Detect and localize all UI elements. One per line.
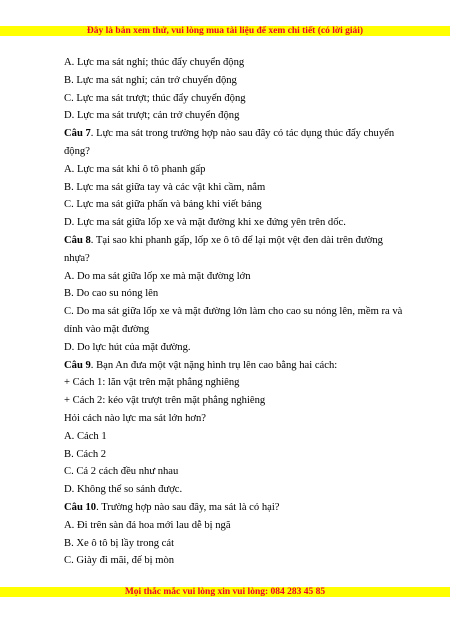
q8-text: . Tại sao khi phanh gấp, lốp xe ô tô để lại một vệt đen dài trên đường nhựa? — [64, 234, 383, 264]
q8-question — [64, 232, 404, 268]
q9-option-c: C. Cả 2 cách đều như nhau — [64, 466, 179, 478]
footer-notice-banner — [0, 587, 450, 597]
q7-question — [64, 125, 404, 161]
header-notice-banner — [0, 26, 450, 36]
q7-option-d: D. Lực ma sát giữa lốp xe và mặt đường khi xe đứng yên trên dốc. — [64, 217, 346, 229]
q7-option-a: A. Lực ma sát khi ô tô phanh gấp — [64, 163, 206, 175]
q9-option-d: D. Không thể so sánh được. — [64, 484, 183, 496]
q9-label: Câu 9 — [64, 359, 91, 371]
q7-text: . Lực ma sát trong trường hợp nào sau đây có tác dụng thúc đẩy chuyển động? — [64, 128, 395, 157]
q6-option-b: B. Lực ma sát nghỉ; cản trở chuyển động — [64, 74, 237, 86]
q8-option-c: C. Do ma sát giữa lốp xe và mặt đường lớn làm cho cao su nóng lên, mềm ra và dính vào mặt đường — [64, 306, 403, 335]
q8-option-b: B. Do cao su nóng lên — [64, 288, 159, 300]
q10-option-c: C. Giày đi mãi, đế bị mòn — [64, 555, 175, 567]
q10-question — [64, 499, 404, 517]
q10-option-a: A. Đi trên sàn đá hoa mới lau dễ bị ngã — [64, 519, 231, 531]
footer-notice-text: Mọi thắc mắc vui lòng xin vui lòng: 084 283 45 85 — [124, 587, 326, 597]
q7-option-c: C. Lực ma sát giữa phấn và bảng khi viết bảng — [64, 199, 262, 211]
q6-option-a: A. Lực ma sát nghỉ; thúc đẩy chuyển động — [64, 57, 245, 68]
q9-question — [64, 357, 404, 375]
document-body — [64, 54, 404, 570]
header-notice-text: Đây là bản xem thử, vui lòng mua tài liệu để xem chi tiết (có lời giải) — [86, 26, 364, 36]
q9-option-a: A. Cách 1 — [64, 430, 107, 442]
q9-option-b: B. Cách 2 — [64, 448, 107, 460]
q10-label: Câu 10 — [64, 501, 97, 513]
q10-option-b: B. Xe ô tô bị lầy trong cát — [64, 537, 175, 549]
q9-text: . Bạn An đưa một vật nặng hình trụ lên cao bằng hai cách: — [90, 359, 338, 371]
q7-label: Câu 7 — [64, 128, 91, 140]
q10-text: . Trường hợp nào sau đây, ma sát là có hại? — [96, 501, 280, 513]
q9-prompt: Hỏi cách nào lực ma sát lớn hơn? — [64, 412, 206, 424]
q7-option-b: B. Lực ma sát giữa tay và các vật khi cầm, nắm — [64, 181, 266, 193]
q8-label: Câu 8 — [64, 234, 91, 246]
q9-method-2: + Cách 2: kéo vật trượt trên mặt phẳng nghiêng — [64, 395, 266, 407]
q8-option-a: A. Do ma sát giữa lốp xe mà mặt đường lớn — [64, 270, 251, 282]
q9-method-1: + Cách 1: lăn vật trên mặt phẳng nghiêng — [64, 377, 240, 389]
q8-option-d: D. Do lực hút của mặt đường. — [64, 341, 191, 353]
q6-option-d: D. Lực ma sát trượt; cản trở chuyển động — [64, 110, 240, 122]
q6-option-c: C. Lực ma sát trượt; thúc đẩy chuyển động — [64, 92, 246, 104]
